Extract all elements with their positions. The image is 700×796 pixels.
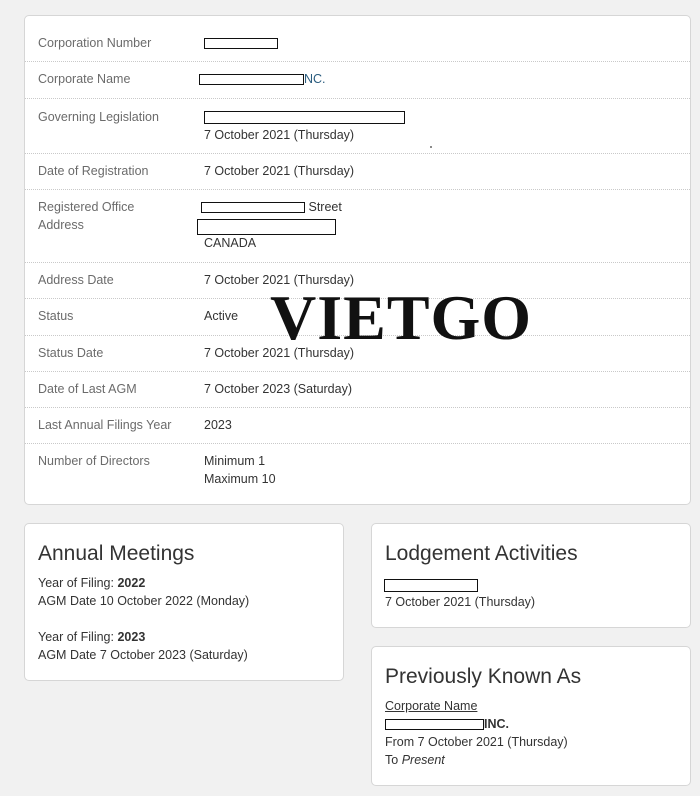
previously-known-as-title: Previously Known As bbox=[385, 665, 582, 688]
label-address-date: Address Date bbox=[38, 273, 114, 287]
redacted-box bbox=[204, 38, 278, 49]
redacted-box bbox=[199, 74, 304, 85]
previous-name-from: From 7 October 2021 (Thursday) bbox=[385, 735, 568, 749]
lodgement-activities-title: Lodgement Activities bbox=[385, 542, 578, 565]
filing-year-line bbox=[38, 628, 145, 646]
row-corporation-number bbox=[25, 16, 690, 62]
filing-year-value: 2022 bbox=[117, 576, 146, 590]
row-governing-legislation bbox=[25, 99, 690, 154]
value-corporation-number bbox=[204, 34, 278, 52]
previous-name-to: To Present bbox=[385, 753, 445, 767]
value-address-country: CANADA bbox=[204, 236, 257, 250]
label-status: Status bbox=[38, 309, 74, 323]
filing-year-label: Year of Filing: bbox=[38, 576, 114, 590]
lodgement-date: 7 October 2021 (Thursday) bbox=[385, 595, 536, 609]
redacted-box bbox=[385, 719, 484, 730]
value-corporate-name bbox=[199, 70, 326, 88]
previously-known-as-card bbox=[371, 646, 691, 786]
stray-dot bbox=[430, 146, 432, 148]
value-governing-legislation-redacted bbox=[204, 108, 405, 126]
previous-name-suffix: INC. bbox=[484, 717, 509, 731]
row-registered-office-address bbox=[25, 190, 690, 263]
redacted-box bbox=[201, 202, 305, 213]
row-last-annual-filings-year bbox=[25, 408, 690, 444]
annual-meetings-card bbox=[24, 523, 344, 681]
label-number-of-directors: Number of Directors bbox=[38, 454, 150, 468]
label-registered-office-address: Registered Office Address bbox=[38, 200, 135, 232]
value-status: Active bbox=[204, 309, 239, 323]
value-directors-minimum: Minimum 1 bbox=[204, 454, 266, 468]
label-corporate-name: Corporate Name bbox=[38, 72, 131, 86]
corporation-details-card bbox=[24, 15, 691, 505]
redacted-box bbox=[384, 579, 478, 592]
agm-date-line: AGM Date 7 October 2023 (Saturday) bbox=[38, 648, 248, 662]
redacted-box bbox=[204, 111, 405, 124]
lodgement-activities-card bbox=[371, 523, 691, 628]
address-street-suffix: Street bbox=[308, 200, 342, 214]
label-last-annual-filings-year: Last Annual Filings Year bbox=[38, 418, 172, 432]
row-number-of-directors bbox=[25, 444, 690, 504]
value-address-date: 7 October 2021 (Thursday) bbox=[204, 273, 355, 287]
label-date-of-last-agm: Date of Last AGM bbox=[38, 382, 137, 396]
value-last-annual-filings-year: 2023 bbox=[204, 418, 232, 432]
label-governing-legislation: Governing Legislation bbox=[38, 110, 159, 124]
watermark: VIETGO bbox=[270, 282, 533, 353]
value-status-date: 7 October 2021 (Thursday) bbox=[204, 346, 355, 360]
value-directors-maximum: Maximum 10 bbox=[204, 472, 276, 486]
value-date-of-last-agm: 7 October 2023 (Saturday) bbox=[204, 382, 352, 396]
agm-date-line: AGM Date 10 October 2022 (Monday) bbox=[38, 594, 250, 608]
value-address-street bbox=[201, 198, 342, 216]
lodgement-redacted bbox=[384, 576, 478, 594]
filing-year-label: Year of Filing: bbox=[38, 630, 114, 644]
previous-name-to-value: Present bbox=[401, 753, 445, 767]
label-corporation-number: Corporation Number bbox=[38, 36, 152, 50]
filing-year-line bbox=[38, 574, 145, 592]
row-date-of-last-agm bbox=[25, 372, 690, 408]
label-date-of-registration: Date of Registration bbox=[38, 164, 149, 178]
corporate-name-suffix[interactable]: NC. bbox=[304, 72, 326, 86]
value-address-city bbox=[197, 217, 336, 235]
redacted-box bbox=[197, 219, 336, 235]
label-status-date: Status Date bbox=[38, 346, 104, 360]
annual-meetings-title: Annual Meetings bbox=[38, 542, 195, 565]
row-corporate-name bbox=[25, 62, 690, 99]
corporate-name-heading: Corporate Name bbox=[385, 699, 478, 713]
filing-year-value: 2023 bbox=[117, 630, 146, 644]
value-date-of-registration: 7 October 2021 (Thursday) bbox=[204, 164, 355, 178]
previous-name bbox=[385, 715, 509, 733]
row-date-of-registration bbox=[25, 154, 690, 190]
value-governing-legislation-date: 7 October 2021 (Thursday) bbox=[204, 128, 355, 142]
